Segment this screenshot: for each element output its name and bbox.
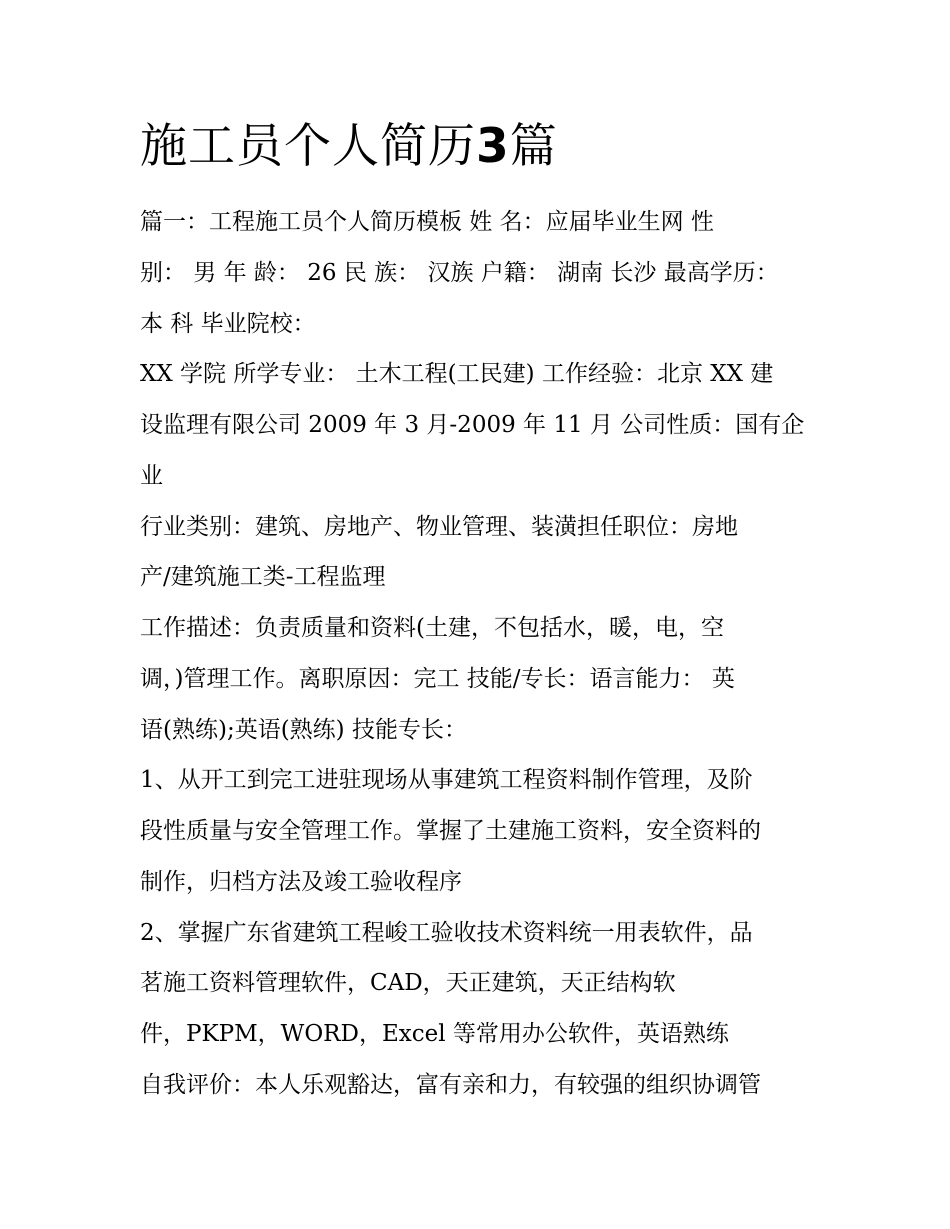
text-line: 2、掌握广东省建筑工程峻工验收技术资料统一用表软件，品: [140, 919, 753, 946]
text-line: 1、从开工到完工进驻现场从事建筑工程资料制作管理，及阶: [140, 767, 753, 794]
title-text: 施工员个人简历: [140, 119, 476, 174]
text-line: 件，PKPM，WORD，Excel 等常用办公软件，英语熟练: [140, 1021, 729, 1047]
text-line: 业: [140, 462, 163, 489]
text-line: XX 学院 所学专业： 土木工程(工民建) 工作经验：北京 XX 建: [140, 361, 774, 388]
text-line: 别： 男 年 龄： 26 民 族： 汉族 户籍： 湖南 长沙 最高学历：: [140, 259, 779, 286]
text-line: 段性质量与安全管理工作。掌握了土建施工资料，安全资料的: [140, 818, 761, 844]
resume-body: [140, 197, 840, 1111]
text-line: 产/建筑施工类-工程监理: [140, 564, 386, 591]
text-line: 制作，归档方法及竣工验收程序: [140, 868, 462, 895]
page-title: [140, 112, 558, 182]
title-suffix: 篇: [509, 119, 558, 174]
text-line: 本 科 毕业院校：: [140, 310, 316, 337]
text-line: 茗施工资料管理软件，CAD，天正建筑，天正结构软: [140, 970, 676, 997]
text-line: 调，)管理工作。离职原因：完工 技能/专长：语言能力： 英: [140, 665, 735, 692]
text-line: 篇一：工程施工员个人简历模板 姓 名：应届毕业生网 性: [140, 209, 714, 235]
title-number: 3: [476, 119, 510, 174]
text-line: 语(熟练);英语(熟练) 技能专长：: [140, 716, 467, 743]
text-line: 工作描述：负责质量和资料(土建，不包括水，暖，电，空: [140, 615, 724, 641]
text-line: 行业类别：建筑、房地产、物业管理、装潢担任职位：房地: [140, 513, 738, 540]
text-line: 设监理有限公司 2009 年 3 月-2009 年 11 月 公司性质：国有企: [140, 412, 805, 438]
text-line: 自我评价：本人乐观豁达，富有亲和力，有较强的组织协调管: [140, 1071, 761, 1098]
